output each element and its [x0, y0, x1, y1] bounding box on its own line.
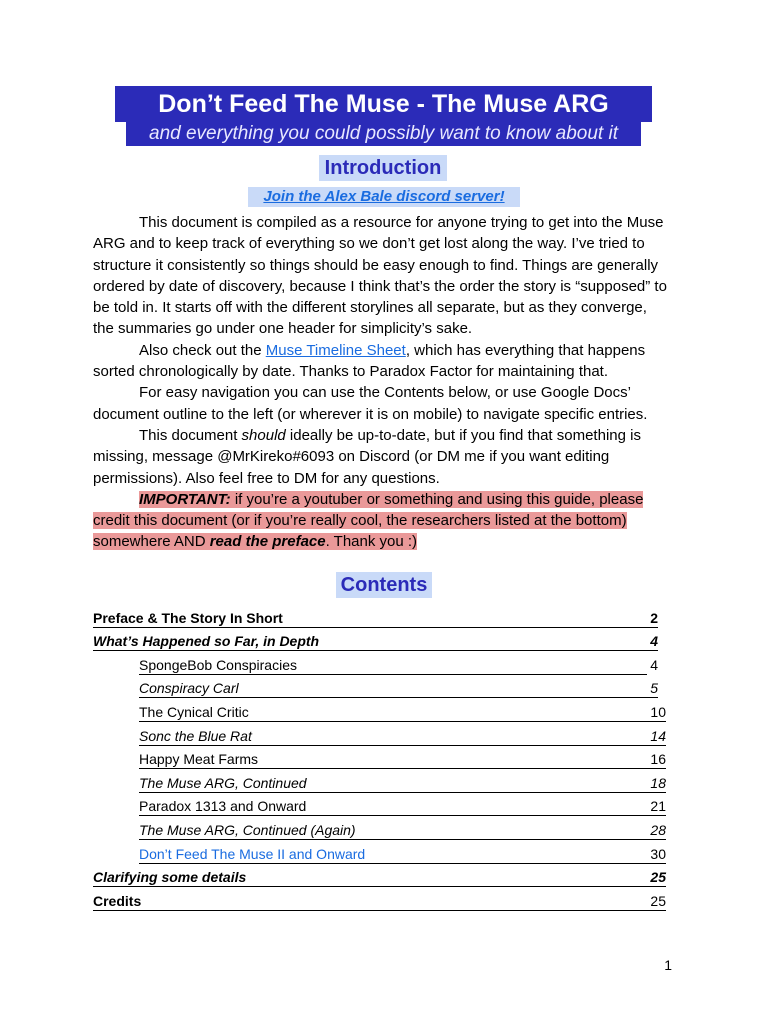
toc-entry-credits[interactable]	[93, 887, 666, 911]
toc-entry-label: Clarifying some details	[93, 869, 247, 886]
toc-entry-whats-happened[interactable]	[93, 628, 658, 652]
important-text-end: . Thank you :)	[325, 533, 418, 551]
toc-entry-muse-arg-continued-again[interactable]	[93, 816, 666, 840]
toc-entry-happy-meat-farms[interactable]	[93, 746, 666, 770]
toc-entry-label: Happy Meat Farms	[139, 751, 259, 768]
toc-entry-page: 21	[650, 798, 666, 815]
toc-entry-label: The Muse ARG, Continued	[139, 774, 307, 791]
toc-entry-label: The Muse ARG, Continued (Again)	[139, 821, 356, 838]
toc-entry-sonc-the-blue-rat[interactable]	[93, 722, 666, 746]
document-subtitle: and everything you could possibly want to know about it	[126, 122, 641, 146]
document-title: Don’t Feed The Muse - The Muse ARG	[115, 86, 652, 122]
toc-entry-conspiracy-carl[interactable]	[93, 675, 658, 699]
important-label: IMPORTANT:	[139, 490, 231, 508]
toc-entry-page: 4	[650, 633, 658, 650]
toc-entry-muse-arg-continued[interactable]	[93, 769, 666, 793]
toc-entry-page: 25	[650, 892, 666, 909]
toc-entry-label: The Cynical Critic	[139, 703, 249, 720]
muse-timeline-sheet-link[interactable]: Muse Timeline Sheet	[265, 341, 406, 359]
important-notice	[93, 489, 670, 553]
intro-paragraph-4-emphasis: should	[241, 426, 286, 444]
discord-server-link[interactable]: Join the Alex Bale discord server!	[248, 187, 520, 207]
introduction-body	[93, 212, 670, 553]
table-of-contents	[93, 604, 666, 911]
toc-entry-clarifying-details[interactable]	[93, 864, 666, 888]
toc-entry-label: Sonc the Blue Rat	[139, 727, 252, 744]
toc-entry-label: Paradox 1313 and Onward	[139, 798, 307, 815]
toc-entry-page: 4	[650, 656, 658, 673]
toc-entry-cynical-critic[interactable]	[93, 698, 666, 722]
toc-entry-page: 28	[650, 821, 666, 838]
intro-paragraph-4	[93, 425, 670, 489]
toc-entry-page: 25	[650, 869, 666, 886]
contents-heading: Contents	[336, 572, 432, 598]
intro-paragraph-3: For easy navigation you can use the Contents below, or use Google Docs’ document outline to the left (or wherever it is on mobile) to navigate specific entries.	[93, 384, 648, 423]
toc-entry-preface[interactable]	[93, 604, 658, 628]
page-number: 1	[664, 957, 672, 973]
intro-paragraph-2-text-end: , which has everything that happens sorted chronologically by date. Thanks to Paradox Factor for maintaining that.	[93, 341, 646, 381]
intro-paragraph-4-text-end: ideally be up-to-date, but if you find that something is missing, message @MrKireko#6093 on Discord (or DM me if you want editing permissions). Also feel free to DM for any questions.	[93, 426, 641, 487]
toc-entry-spongebob-conspiracies[interactable]	[93, 651, 658, 675]
toc-entry-paradox-1313[interactable]	[93, 793, 666, 817]
toc-entry-label: SpongeBob Conspiracies	[139, 656, 297, 673]
toc-entry-page: 2	[650, 609, 658, 626]
toc-entry-page: 10	[650, 703, 666, 720]
toc-entry-label: What’s Happened so Far, in Depth	[93, 633, 320, 650]
intro-paragraph-2	[93, 340, 670, 383]
toc-entry-label: Credits	[93, 892, 142, 909]
intro-paragraph-1: This document is compiled as a resource for anyone trying to get into the Muse ARG and to keep track of everything so we don’t get lost along the way. I’ve tried to structure it consistently so things should be easy enough to find. Things are generally ordered by date of discovery, because I think that’s the order the story is “supposed” to be told in. It starts off with the different storylines all separate, but as they converge, the summaries go under one header for simplicity’s sake.	[93, 214, 667, 338]
read-the-preface-emphasis: read the preface	[209, 533, 326, 551]
important-text: if you’re a youtuber or something and using this guide, please credit this document (or if you’re really cool, the researchers listed at the bottom) somewhere AND	[93, 490, 644, 551]
introduction-heading: Introduction	[319, 155, 447, 181]
toc-entry-page: 14	[650, 727, 666, 744]
toc-entry-page: 5	[650, 680, 658, 697]
toc-entry-label: Conspiracy Carl	[139, 680, 239, 697]
toc-underline	[93, 910, 666, 911]
intro-paragraph-4-text: This document	[139, 426, 242, 444]
toc-entry-dont-feed-the-muse-ii[interactable]	[93, 840, 666, 864]
intro-paragraph-2-text: Also check out the	[139, 341, 266, 359]
toc-entry-page: 16	[650, 751, 666, 768]
toc-entry-page: 30	[650, 845, 666, 862]
toc-entry-page: 18	[650, 774, 666, 791]
toc-entry-label: Preface & The Story In Short	[93, 609, 283, 626]
toc-entry-label: Don’t Feed The Muse II and Onward	[139, 845, 366, 862]
